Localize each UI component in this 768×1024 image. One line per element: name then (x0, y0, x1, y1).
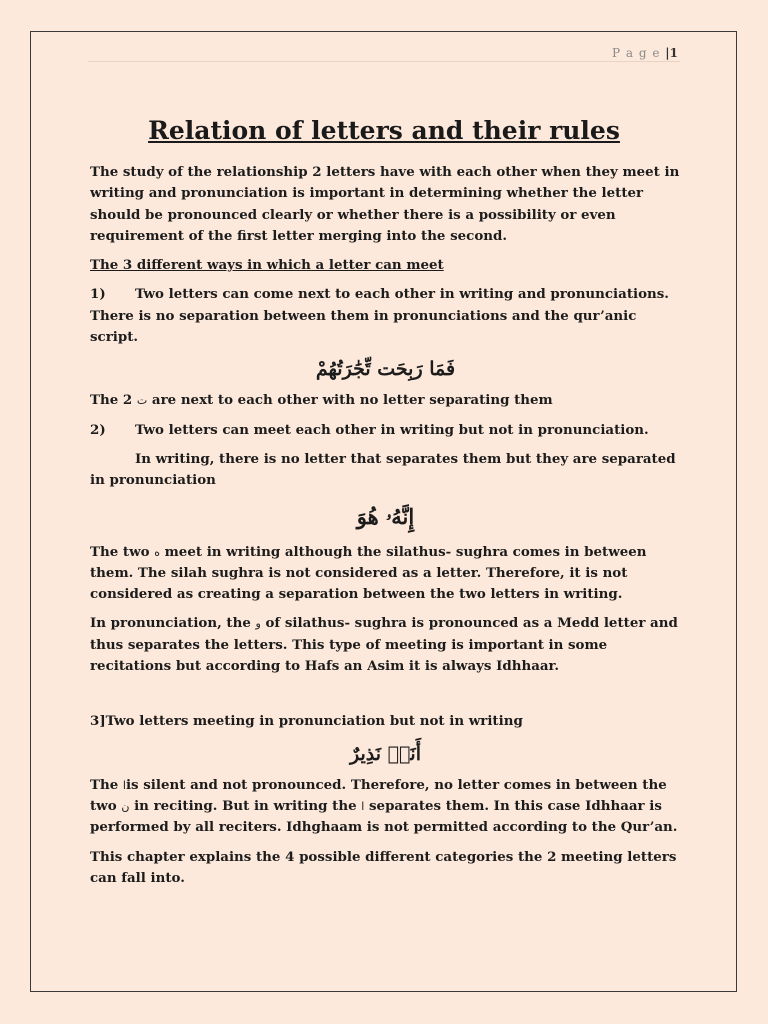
arabic-example-3: أَنَا۠ نَذِيرٌ (349, 742, 422, 765)
item-3-heading: 3]Two letters meeting in pronunciation but not in writing (90, 713, 523, 730)
arabic-example-2: إِنَّهُۥ هُوَ (356, 503, 415, 529)
document-body (90, 162, 681, 897)
item-2-text: Two letters can meet each other in writing but not in pronunciation. (135, 421, 649, 438)
item-1 (90, 284, 681, 348)
item-2-subtext: In writing, there is no letter that separates them but they are separated in pronunciation (90, 450, 676, 489)
item-3-paragraph: The اis silent and not pronounced. Therefore, no letter comes in between the two ن in reciting. But in writing the ا separates them. In this case Idhhaar is performed by all reciters. Idhghaam is not permitted according to the Qur’an. (90, 776, 678, 836)
arabic-letter-ha: ه (154, 545, 160, 559)
ways-heading: The 3 different ways in which a letter can meet (90, 257, 444, 274)
arabic-letter-waw: و (255, 617, 261, 631)
intro-paragraph: The study of the relationship 2 letters have with each other when they meet in writing and pronunciation is important in determining whether the letter should be pronounced clearly or whether there is a possibility or even requirement of the first letter merging into the second. (90, 164, 680, 244)
arabic-letter-alif: ا (122, 778, 126, 792)
page-label: P a g e (611, 46, 661, 60)
header-rule (88, 61, 680, 62)
item-2-paragraph-1: The two ه meet in writing although the silathus- sughra comes in between them. The silah sughra is not considered as a letter. Therefore, it is not considered as creating a separation between the two letters in writing. (90, 543, 647, 603)
page-number: 1 (669, 46, 678, 60)
item-1-note: The 2 ت are next to each other with no letter separating them (90, 392, 553, 409)
closing-paragraph: This chapter explains the 4 possible different categories the 2 meeting letters can fall into. (90, 848, 677, 886)
arabic-letter-nun: ن (121, 799, 130, 813)
item-1-text: Two letters can come next to each other in writing and pronunciations. There is no separation between them in pronunciations and the qur’anic script. (90, 286, 669, 346)
page-title: Relation of letters and their rules (148, 116, 620, 145)
page-header: P a g e |1 (611, 46, 678, 60)
arabic-example-1: فَمَا رَبِحَت تِّجَٰرَتُهُمْ (315, 358, 456, 381)
item-2-paragraph-2: In pronunciation, the و of silathus- sughra is pronounced as a Medd letter and thus separates the letters. This type of meeting is important in some recitations but according to Hafs an Asim it is always Idhhaar. (90, 615, 678, 675)
item-2 (90, 420, 681, 441)
item-2-number: 2) (90, 421, 106, 438)
arabic-letter-alif-2: ا (361, 799, 365, 813)
item-1-number: 1) (90, 286, 106, 303)
arabic-letter-ta: ت (136, 394, 148, 408)
